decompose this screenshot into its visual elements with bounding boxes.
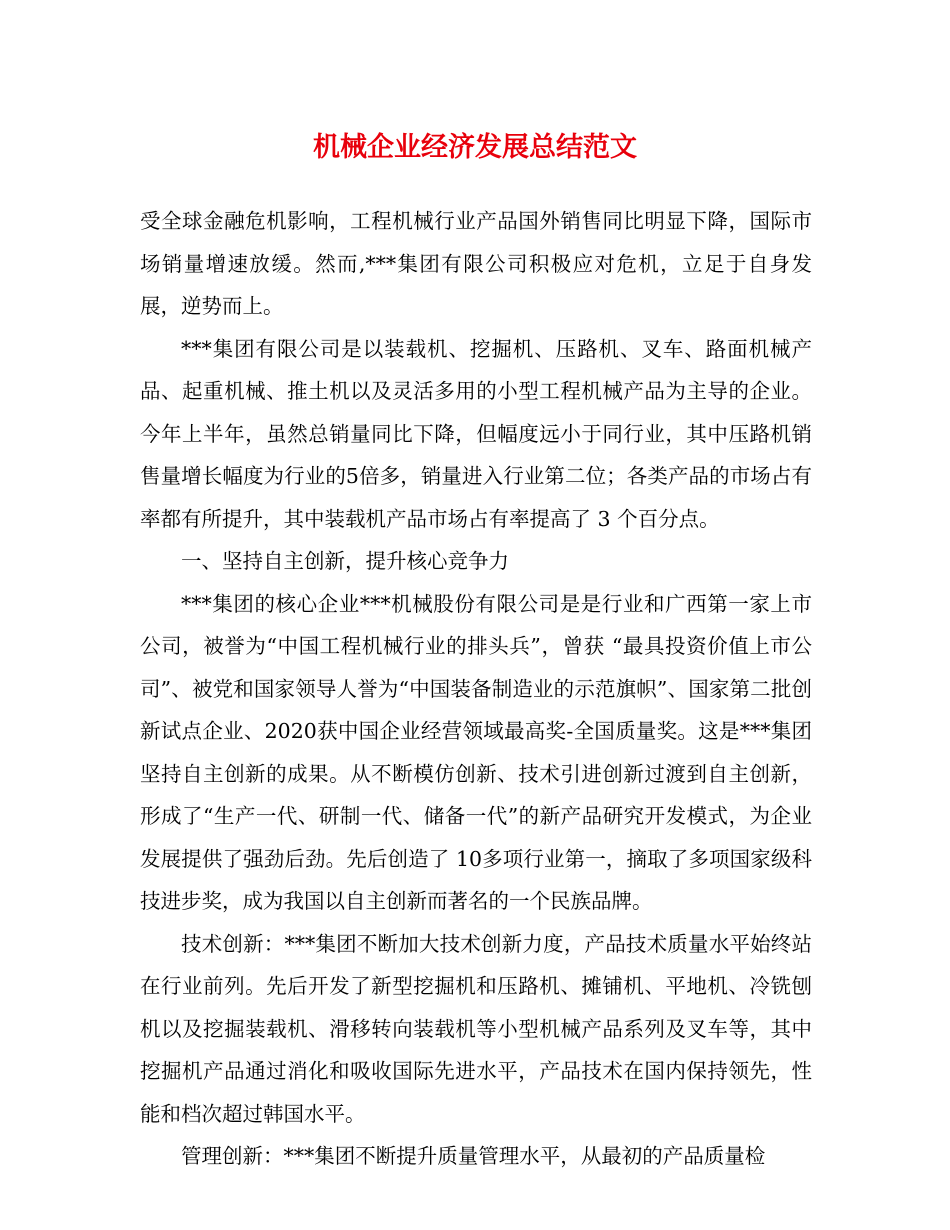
document-title: 机械企业经济发展总结范文 [313,132,637,163]
document-body [140,200,812,1178]
section-heading-innovation: 一、坚持自主创新，提升核心竞争力 [181,549,509,573]
paragraph-management-innovation: 管理创新：***集团不断提升质量管理水平，从最初的产品质量检 [181,1144,766,1168]
paragraph-company-overview: ***集团有限公司是以装载机、挖掘机、压路机、叉车、路面机械产品、起重机械、推土机以及灵活多用的小型工程机械产品为主导的企业。今年上半年，虽然总销量同比下降，但幅度远小于同行业，其中压路机销售量增长幅度为行业的5倍多，销量进入行业第二位；各类产品的市场占有率都有所提升，其中装载机产品市场占有率提高了 3 个百分点。 [140,336,812,531]
paragraph-core-enterprise: ***集团的核心企业***机械股份有限公司是是行业和广西第一家上市公司，被誉为“中国工程机械行业的排头兵”，曾获 “最具投资价值上市公司”、被党和国家领导人誉为“中国装备制造业的示范旗帜”、国家第二批创新试点企业、2020获中国企业经营领域最高奖-全国质量奖。这是***集团坚持自主创新的成果。从不断模仿创新、技术引进创新过渡到自主创新，形成了“生产一代、研制一代、储备一代”的新产品研究开发模式，为企业发展提供了强劲后劲。先后创造了 10多项行业第一，摘取了多项国家级科技进步奖，成为我国以自主创新而著名的一个民族品牌。 [140,591,812,913]
paragraph-tech-innovation: 技术创新：***集团不断加大技术创新力度，产品技术质量水平始终站在行业前列。先后开发了新型挖掘机和压路机、摊铺机、平地机、冷铣刨机以及挖掘装载机、滑移转向装载机等小型机械产品系列及叉车等，其中挖掘机产品通过消化和吸收国际先进水平，产品技术在国内保持领先，性能和档次超过韩国水平。 [140,931,812,1126]
paragraph-intro: 受全球金融危机影响，工程机械行业产品国外销售同比明显下降，国际市场销量增速放缓。然而,***集团有限公司积极应对危机，立足于自身发展，逆势而上。 [140,209,812,318]
